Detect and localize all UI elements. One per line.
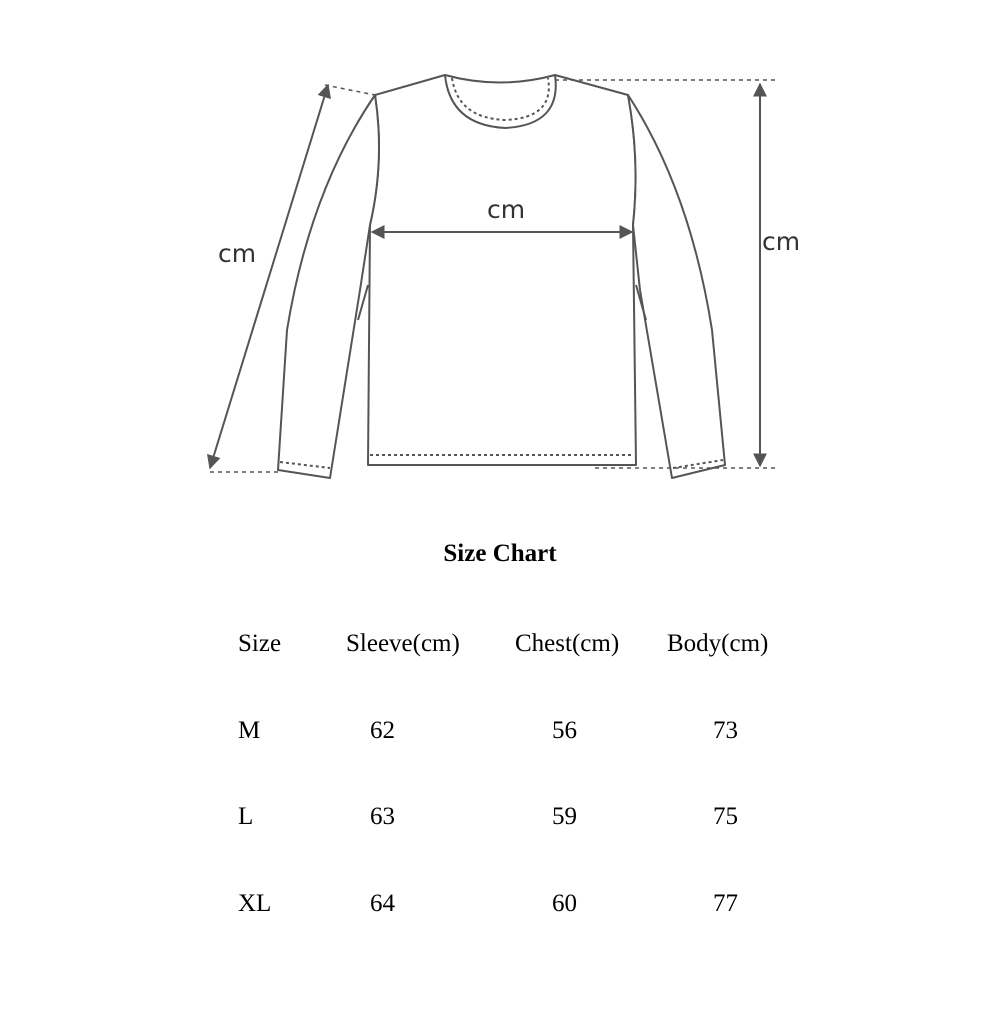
row-xl-size: XL [238,890,272,917]
row-m-body: 73 [713,717,738,744]
row-m-sleeve: 62 [370,717,395,744]
header-chest: Chest(cm) [515,630,620,657]
sweater-outline [278,75,725,478]
row-l-size: L [238,803,254,830]
sleeve-unit-label: cm [218,239,257,268]
row-l-chest: 59 [552,803,577,830]
row-l-sleeve: 63 [370,803,395,830]
header-size: Size [238,630,282,657]
sweater-measurement-diagram [0,0,1000,500]
size-chart-title: Size Chart [443,540,557,567]
row-xl-body: 77 [713,890,738,917]
header-sleeve: Sleeve(cm) [346,630,460,657]
row-m-chest: 56 [552,717,577,744]
header-body: Body(cm) [667,630,769,657]
row-xl-sleeve: 64 [370,890,395,917]
body-unit-label: cm [762,227,801,256]
row-m-size: M [238,717,261,744]
row-l-body: 75 [713,803,738,830]
row-xl-chest: 60 [552,890,577,917]
chest-unit-label: cm [487,195,526,224]
